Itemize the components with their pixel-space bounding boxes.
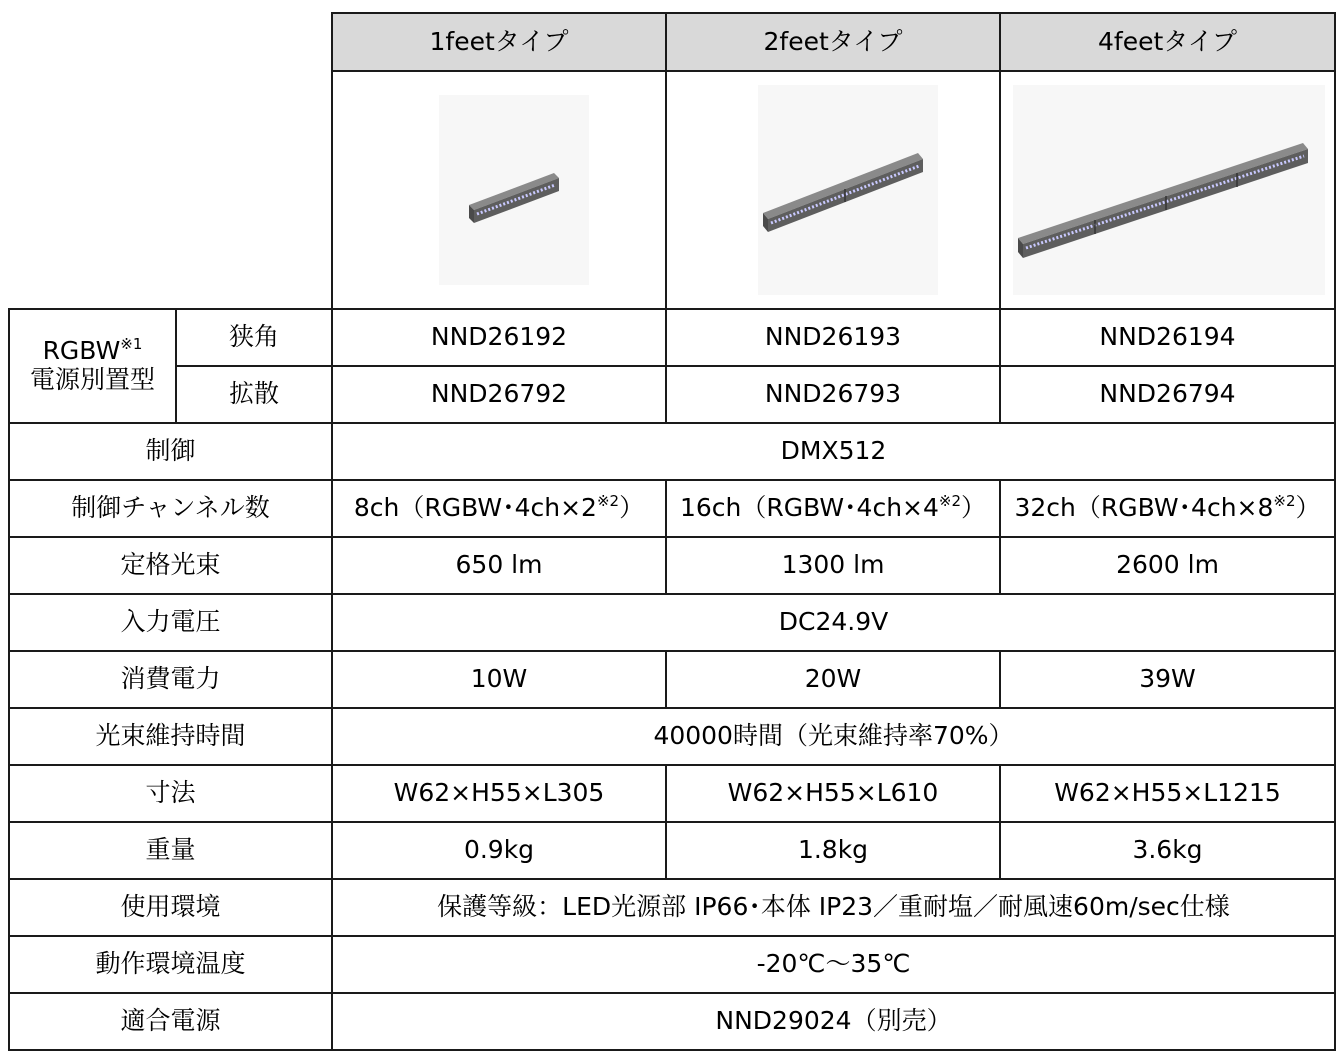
cell-diffuse-2ft: NND26793: [666, 366, 1000, 423]
power-supply-row: [9, 993, 1335, 1050]
2ft-fixture-icon: [683, 75, 983, 305]
cell-temperature: -20℃～35℃: [332, 936, 1335, 993]
cell-power-1ft: 10W: [332, 651, 666, 708]
dimensions-row: [9, 765, 1335, 822]
4ft-fixture-icon: [1003, 75, 1333, 305]
cell-dimensions-4ft: W62×H55×L1215: [1000, 765, 1335, 822]
model-row-narrow: [9, 309, 1335, 366]
row-label-lifetime: 光束維持時間: [9, 708, 332, 765]
cell-diffuse-4ft: NND26794: [1000, 366, 1335, 423]
row-label-narrow: 狭角: [176, 309, 332, 366]
group-label-line2: 電源別置型: [29, 365, 155, 394]
blank-corner: [9, 13, 332, 309]
footnote-mark: ※2: [938, 492, 962, 511]
channels-tail: ）: [1295, 493, 1321, 523]
type-header-2ft: 2feetタイプ: [666, 13, 1000, 71]
channels-text: 32ch（RGBW･4ch×8: [1014, 493, 1274, 523]
product-image-4ft: [1000, 71, 1335, 309]
cell-narrow-1ft: NND26192: [332, 309, 666, 366]
power-row: [9, 651, 1335, 708]
cell-power-supply: NND29024（別売）: [332, 993, 1335, 1050]
channels-text: 8ch（RGBW･4ch×2: [353, 493, 597, 523]
channels-tail: ）: [961, 493, 987, 523]
footnote-mark: ※2: [1273, 492, 1296, 511]
group-label-line1: RGBW: [42, 336, 121, 366]
cell-dimensions-1ft: W62×H55×L305: [332, 765, 666, 822]
cell-power-2ft: 20W: [666, 651, 1000, 708]
cell-weight-4ft: 3.6kg: [1000, 822, 1335, 879]
row-label-power: 消費電力: [9, 651, 332, 708]
cell-control: DMX512: [332, 423, 1335, 480]
weight-row: [9, 822, 1335, 879]
lifetime-row: [9, 708, 1335, 765]
channels-text: 16ch（RGBW･4ch×4: [679, 493, 939, 523]
temperature-row: [9, 936, 1335, 993]
row-label-environment: 使用環境: [9, 879, 332, 936]
row-label-temperature: 動作環境温度: [9, 936, 332, 993]
voltage-row: [9, 594, 1335, 651]
footnote-mark: ※2: [596, 492, 620, 511]
1ft-fixture-icon: [349, 75, 649, 305]
cell-flux-1ft: 650 lm: [332, 537, 666, 594]
row-label-control: 制御: [9, 423, 332, 480]
cell-diffuse-1ft: NND26792: [332, 366, 666, 423]
row-label-voltage: 入力電圧: [9, 594, 332, 651]
channels-row: [9, 480, 1335, 537]
cell-environment: 保護等級：LED光源部 IP66･本体 IP23／重耐塩／耐風速60m/sec仕様: [332, 879, 1335, 936]
control-row: [9, 423, 1335, 480]
cell-weight-2ft: 1.8kg: [666, 822, 1000, 879]
cell-channels-4ft: [1000, 480, 1335, 537]
cell-channels-2ft: [666, 480, 1000, 537]
cell-lifetime: 40000時間（光束維持率70%）: [332, 708, 1335, 765]
cell-narrow-4ft: NND26194: [1000, 309, 1335, 366]
product-image-2ft: [666, 71, 1000, 309]
row-label-power-supply: 適合電源: [9, 993, 332, 1050]
footnote-mark: ※1: [120, 335, 143, 354]
cell-narrow-2ft: NND26193: [666, 309, 1000, 366]
row-label-weight: 重量: [9, 822, 332, 879]
cell-voltage: DC24.9V: [332, 594, 1335, 651]
type-header-1ft: 1feetタイプ: [332, 13, 666, 71]
cell-power-4ft: 39W: [1000, 651, 1335, 708]
model-row-diffuse: [9, 366, 1335, 423]
cell-dimensions-2ft: W62×H55×L610: [666, 765, 1000, 822]
flux-row: [9, 537, 1335, 594]
cell-channels-1ft: [332, 480, 666, 537]
type-header-row: [9, 13, 1335, 71]
product-image-1ft: [332, 71, 666, 309]
spec-table: [8, 12, 1336, 1051]
row-label-channels: 制御チャンネル数: [9, 480, 332, 537]
environment-row: [9, 879, 1335, 936]
cell-flux-4ft: 2600 lm: [1000, 537, 1335, 594]
channels-tail: ）: [619, 493, 645, 523]
cell-weight-1ft: 0.9kg: [332, 822, 666, 879]
row-label-flux: 定格光束: [9, 537, 332, 594]
group-label-rgbw: [9, 309, 176, 423]
type-header-4ft: 4feetタイプ: [1000, 13, 1335, 71]
cell-flux-2ft: 1300 lm: [666, 537, 1000, 594]
row-label-dimensions: 寸法: [9, 765, 332, 822]
row-label-diffuse: 拡散: [176, 366, 332, 423]
